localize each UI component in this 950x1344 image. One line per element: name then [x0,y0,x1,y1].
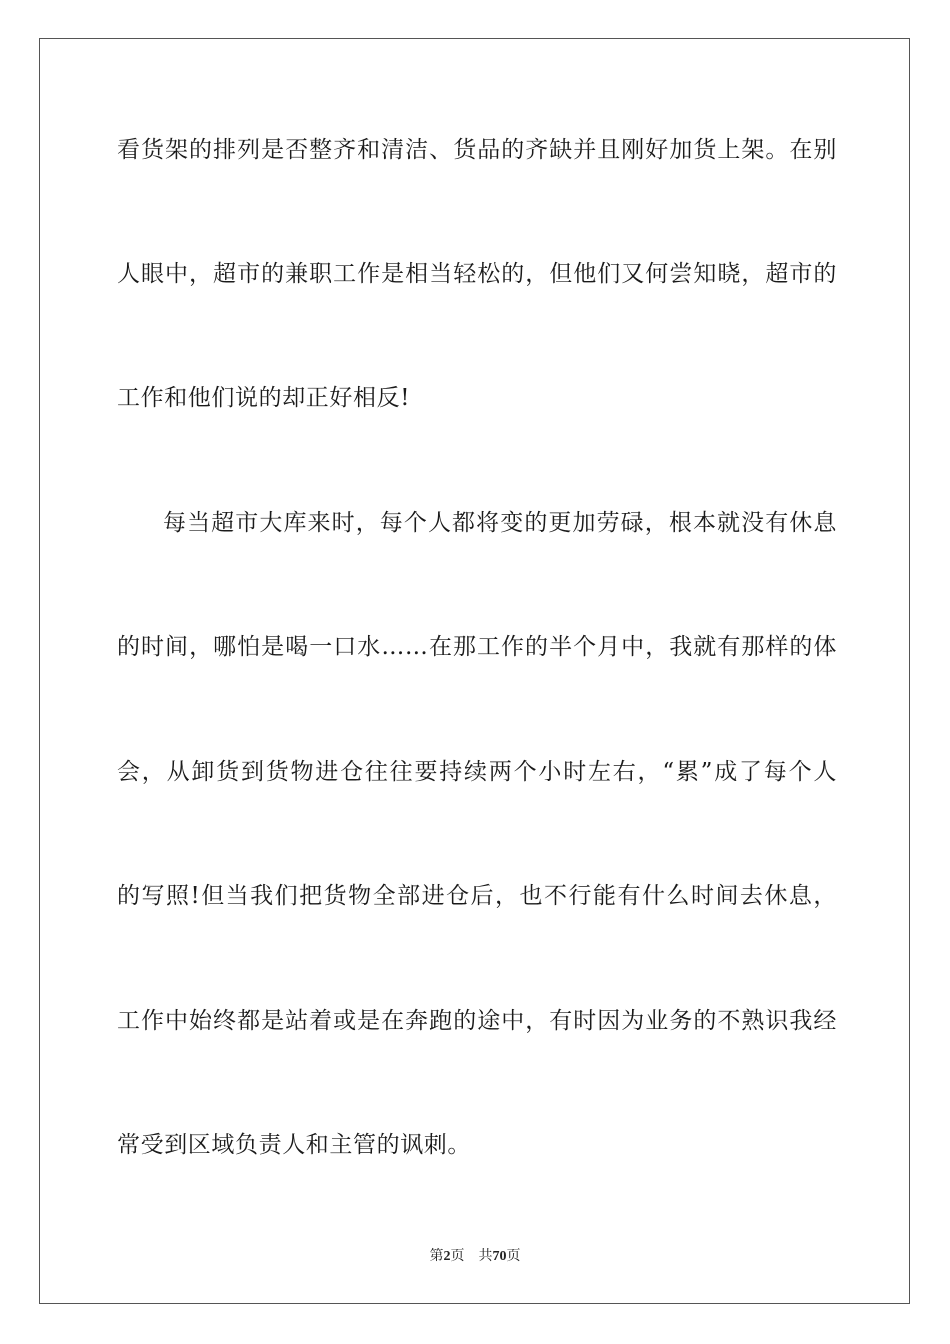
text-line: 看货架的排列是否整齐和清洁、货品的齐缺并且刚好加货上架。在别 [117,137,837,163]
text-line: 常受到区域负责人和主管的讽刺。 [117,1132,471,1158]
page-number: 2 [443,1249,451,1264]
total-pages: 70 [492,1249,507,1264]
text-line: 工作和他们说的却正好相反! [117,385,411,411]
text-line: 每当超市大库来时，每个人都将变的更加劳碌，根本就没有休息 [163,510,837,536]
page-border [39,38,910,1304]
text-line: 人眼中，超市的兼职工作是相当轻松的，但他们又何尝知晓，超市的 [117,261,837,287]
page-prefix: 第 [429,1248,444,1264]
text-line: 的时间，哪怕是喝一口水……在那工作的半个月中，我就有那样的体 [117,634,837,660]
total-suffix: 页 [506,1248,521,1264]
text-line: 的写照!但当我们把货物全部进仓后，也不行能有什么时间去休息， [117,883,837,909]
page-suffix: 页 [450,1248,465,1264]
text-line: 会，从卸货到货物进仓往往要持续两个小时左右，“累”成了每个人 [117,759,837,785]
page-footer [0,1246,950,1267]
total-prefix: 共 [478,1248,493,1264]
text-line: 工作中始终都是站着或是在奔跑的途中，有时因为业务的不熟识我经 [117,1008,837,1034]
